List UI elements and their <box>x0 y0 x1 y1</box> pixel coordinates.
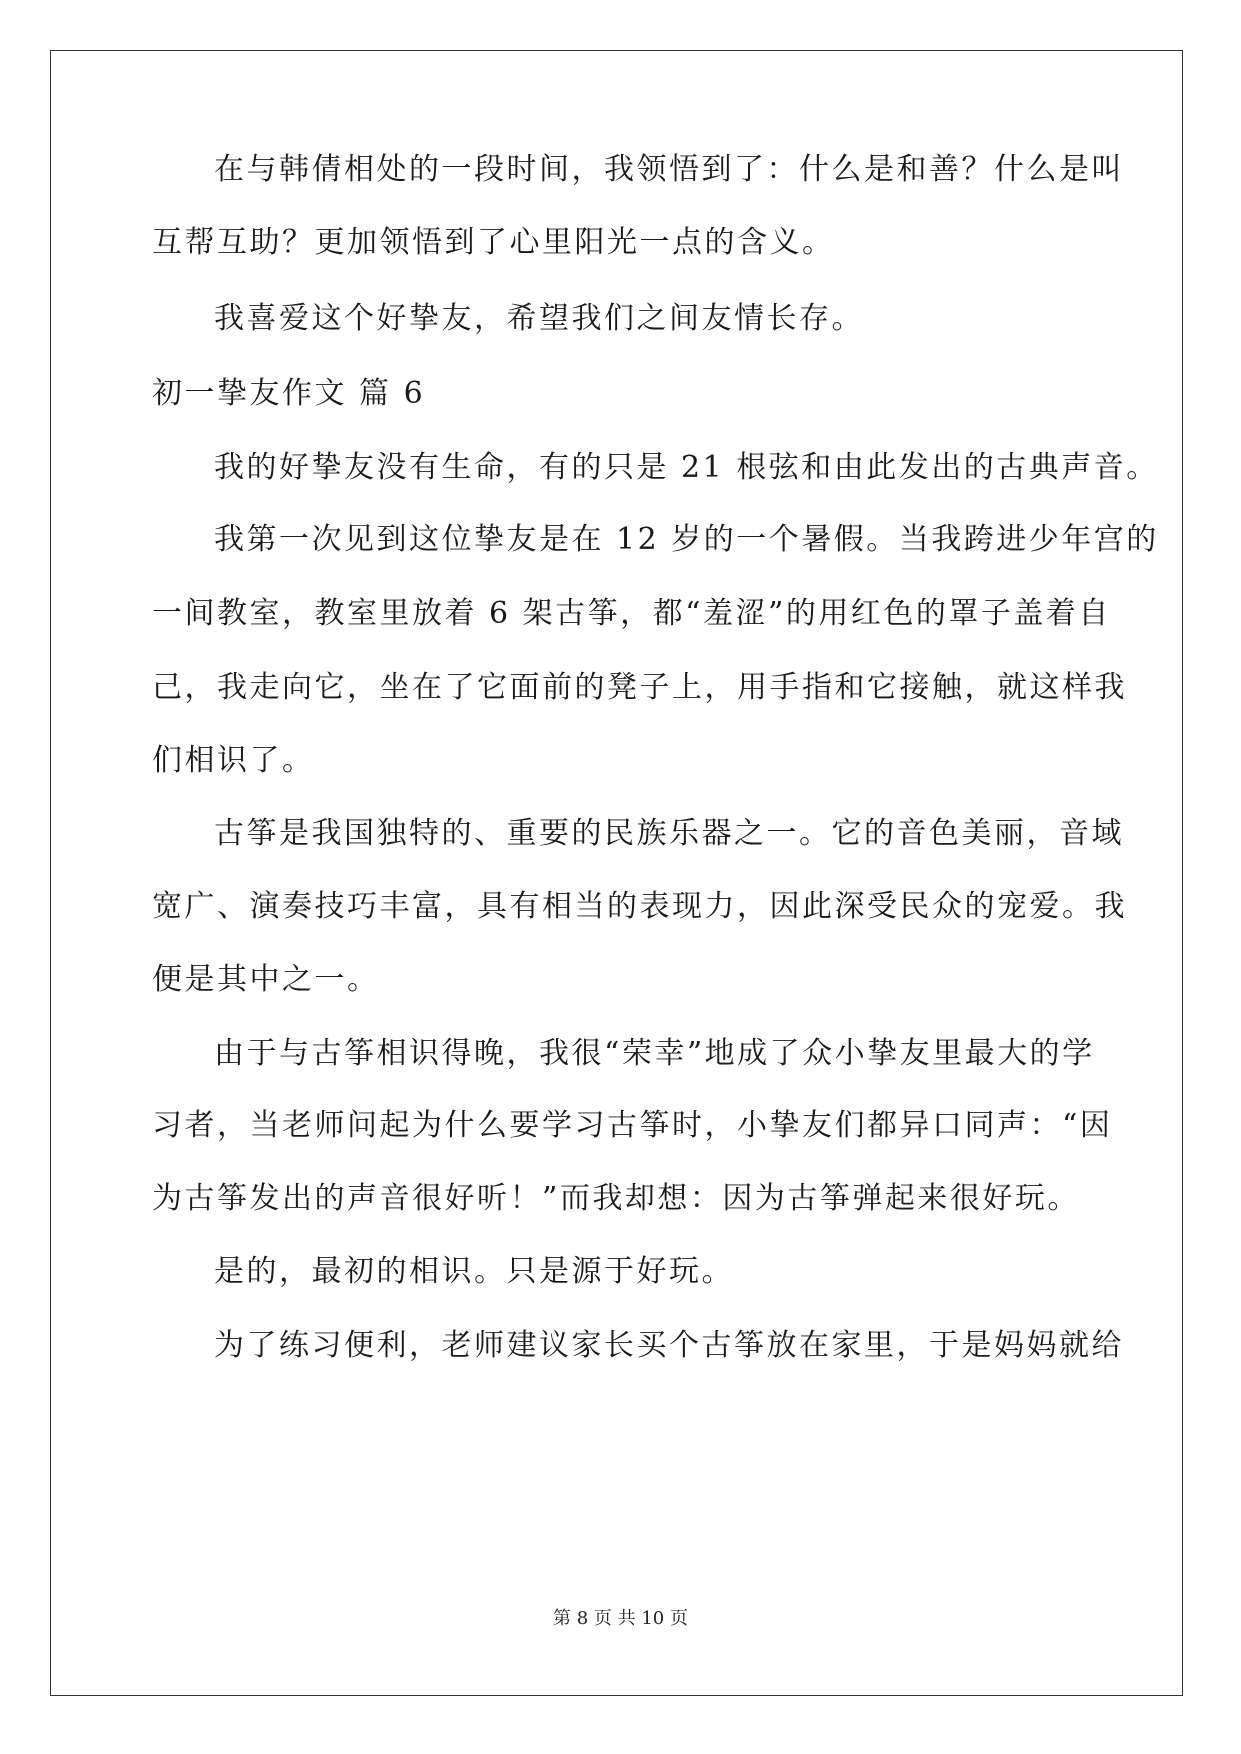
paragraph-line: 我的好挚友没有生命，有的只是 21 根弦和由此发出的古典声音。 <box>214 450 1159 485</box>
paragraph-line: 便是其中之一。 <box>152 962 380 997</box>
paragraph-line: 互帮互助？更加领悟到了心里阳光一点的含义。 <box>152 225 835 260</box>
paragraph-line: 宽广、演奏技巧丰富，具有相当的表现力，因此深受民众的宠爱。我 <box>152 889 1127 924</box>
paragraph-line: 由于与古筝相识得晚，我很“荣幸”地成了众小挚友里最大的学 <box>214 1036 1095 1071</box>
paragraph-line: 在与韩倩相处的一段时间，我领悟到了：什么是和善？什么是叫 <box>214 152 1124 187</box>
paragraph-line: 习者，当老师问起为什么要学习古筝时，小挚友们都异口同声：“因 <box>152 1108 1113 1143</box>
paragraph-line: 古筝是我国独特的、重要的民族乐器之一。它的音色美丽，音域 <box>214 816 1124 851</box>
paragraph-line: 们相识了。 <box>152 743 315 778</box>
section-heading: 初一挚友作文 篇 6 <box>152 376 426 411</box>
paragraph-line: 一间教室，教室里放着 6 架古筝，都“羞涩”的用红色的罩子盖着自 <box>152 596 1111 631</box>
page-number-footer: 第 8 页 共 10 页 <box>553 1608 688 1629</box>
paragraph-line: 为了练习便利，老师建议家长买个古筝放在家里，于是妈妈就给 <box>214 1328 1124 1363</box>
paragraph-line: 己，我走向它，坐在了它面前的凳子上，用手指和它接触，就这样我 <box>152 670 1127 705</box>
paragraph-line: 是的，最初的相识。只是源于好玩。 <box>214 1254 734 1289</box>
paragraph-line: 我喜爱这个好挚友，希望我们之间友情长存。 <box>214 301 864 336</box>
paragraph-line: 为古筝发出的声音很好听！”而我却想：因为古筝弹起来很好玩。 <box>152 1181 1080 1216</box>
paragraph-line: 我第一次见到这位挚友是在 12 岁的一个暑假。当我跨进少年宫的 <box>214 522 1159 557</box>
